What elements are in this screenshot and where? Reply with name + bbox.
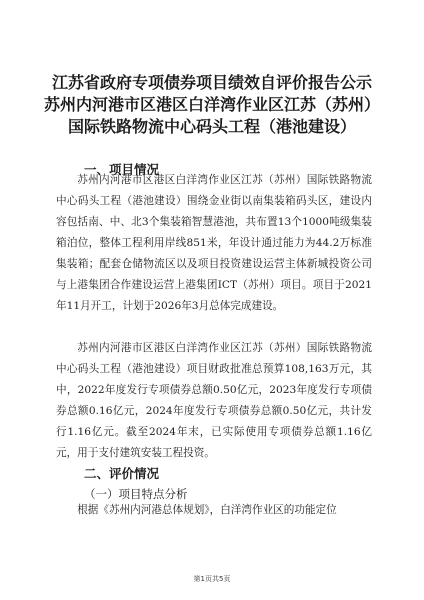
document-title bbox=[44, 72, 380, 138]
title-line-2: 苏州内河港市区港区白洋湾作业区江苏（苏州） bbox=[44, 95, 381, 114]
section-heading-evaluation: 二、评价情况 bbox=[84, 466, 160, 481]
features-paragraph: 根据《苏州内河港总体规划》，白洋湾作业区的功能定位 bbox=[77, 504, 337, 516]
budget-paragraph: 苏州内河港市区港区白洋湾作业区江苏（苏州）国际铁路物流中心码头工程（港池建设）项目财政批准总预算108,163万元，其中，2022年度发行专项债券总额0.50亿元，2023年度发行专项债券总额0.16亿元，2024年度发行专项债券总额0.50亿元，共计发行1.16亿元。截至2024年末，已实际使用专项债券总额1.16亿元，用于支付建筑安装工程投资。 bbox=[56, 342, 372, 459]
project-description-paragraph: 苏州内河港市区港区白洋湾作业区江苏（苏州）国际铁路物流中心码头工程（港池建设）围绕金业街以南集装箱码头区，建设内容包括南、中、北3个集装箱智慧港池，共布置13个1000吨级集装箱泊位，整体工程利用岸线851米，年设计通过能力为44.2万标准集装箱；配套仓储物流区以及项目投资建设运营主体新城投资公司与上港集团合作建设运营上港集团ICT（苏州）项目。项目于2021年11月开工，计划于2026年3月总体完成建设。 bbox=[56, 174, 372, 312]
title-line-3: 国际铁路物流中心码头工程（港池建设） bbox=[67, 117, 356, 136]
section-heading-project: 一、项目情况 bbox=[84, 162, 160, 177]
page-number: 第1页共5页 bbox=[193, 575, 231, 583]
title-line-1: 江苏省政府专项债券项目绩效自评价报告公示 bbox=[51, 73, 372, 92]
subsection-heading-features: （一）项目特点分析 bbox=[84, 487, 188, 501]
